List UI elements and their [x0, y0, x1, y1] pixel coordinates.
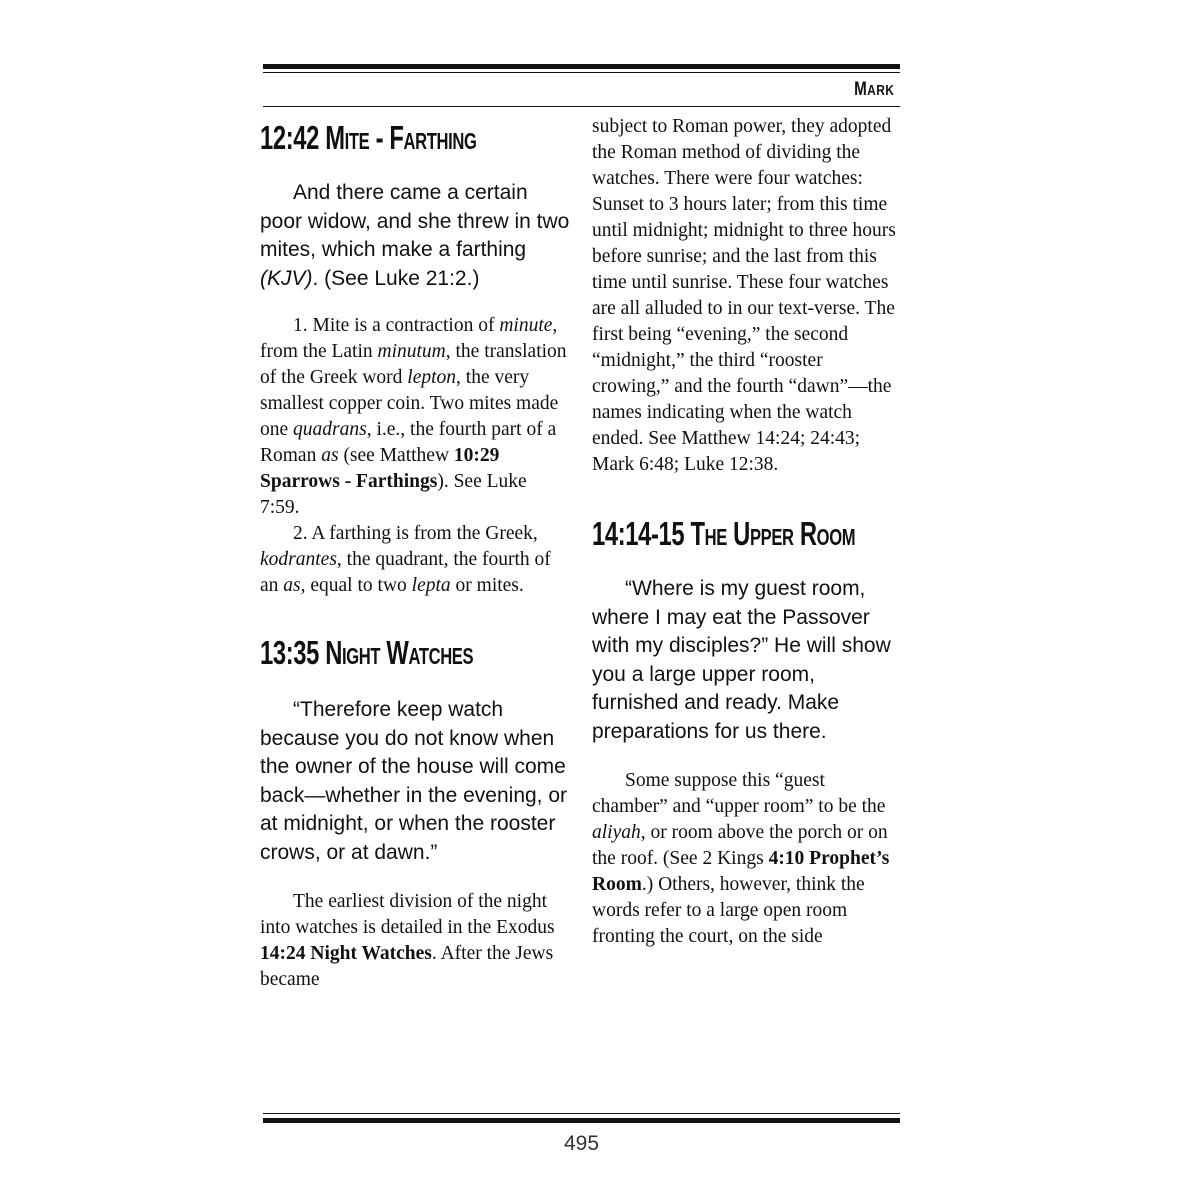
verse-text: “Where is my guest room, where I may eat the Passover with my disciples?” He will show you a large upper room, furnished and ready. Make preparations for us there.: [592, 577, 891, 743]
page-number: 495: [563, 1132, 600, 1155]
note-paragraph: The earliest division of the night into watches is detailed in the Exodus 14:24 Night Watches. After the Jews became: [260, 891, 555, 990]
heading-ref: 13:35: [260, 634, 326, 671]
top-rule-thick: [263, 64, 900, 69]
continued-paragraph: subject to Roman power, they adopted the Roman method of dividing the watches. There were four watches: Sunset to 3 hours later; from this time until midnight; midnight to three hours before sunrise; and the last from this time until sunrise. These four watches are all alluded to in our text-verse. The first being “evening,” the second “midnight,” the third “rooster crowing,” and the fourth “dawn”—the names indicating when the watch ended. See Matthew 14:24; 24:43; Mark 6:48; Luke 12:38.: [592, 116, 896, 475]
verse-text: And there came a certain poor widow, and she threw in two mites, which make a farthing (KJV). (See Luke 21:2.): [260, 181, 570, 290]
note-paragraph: Some suppose this “guest chamber” and “upper room” to be the aliyah, or room above the porch or on the roof. (See 2 Kings 4:10 Prophet’s Room.) Others, however, think the words refer to a large open room fronting the court, on the side: [592, 770, 890, 947]
bottom-rule-thick: [263, 1118, 900, 1123]
heading-ref: 12:42: [260, 119, 326, 156]
verse-text: “Therefore keep watch because you do not know when the owner of the house will come back—whether in the evening, or at midnight, or when the rooster crows, or at dawn.”: [260, 698, 568, 864]
section-heading-night-watches: [260, 633, 483, 676]
running-head: MARK: [853, 79, 894, 100]
note-paragraph: 2. A farthing is from the Greek, kodrantes, the quadrant, the fourth of an as, equal to two lepta or mites.: [260, 523, 551, 596]
right-column: [592, 114, 904, 950]
heading-title: NIGHT WATCHES: [325, 634, 474, 671]
note-paragraph: 1. Mite is a contraction of minute, from the Latin minutum, the translation of the Greek word lepton, the very smallest copper coin. Two mites made one quadrans, i.e., the fourth part of a Roman as (see Matthew 10:29 Sparrows - Farthings). See Luke 7:59.: [260, 315, 567, 518]
top-rule-thin: [263, 72, 900, 73]
heading-title: THE UPPER ROOM: [690, 515, 856, 552]
heading-title: MITE - FARTHING: [325, 119, 477, 156]
section-heading-upper-room: [592, 514, 856, 557]
heading-ref: 14:14-15: [592, 515, 691, 552]
header-underline: [263, 106, 900, 107]
section-heading-mite: [260, 118, 483, 161]
bottom-rule-thin: [263, 1113, 900, 1114]
left-column: [260, 114, 570, 993]
